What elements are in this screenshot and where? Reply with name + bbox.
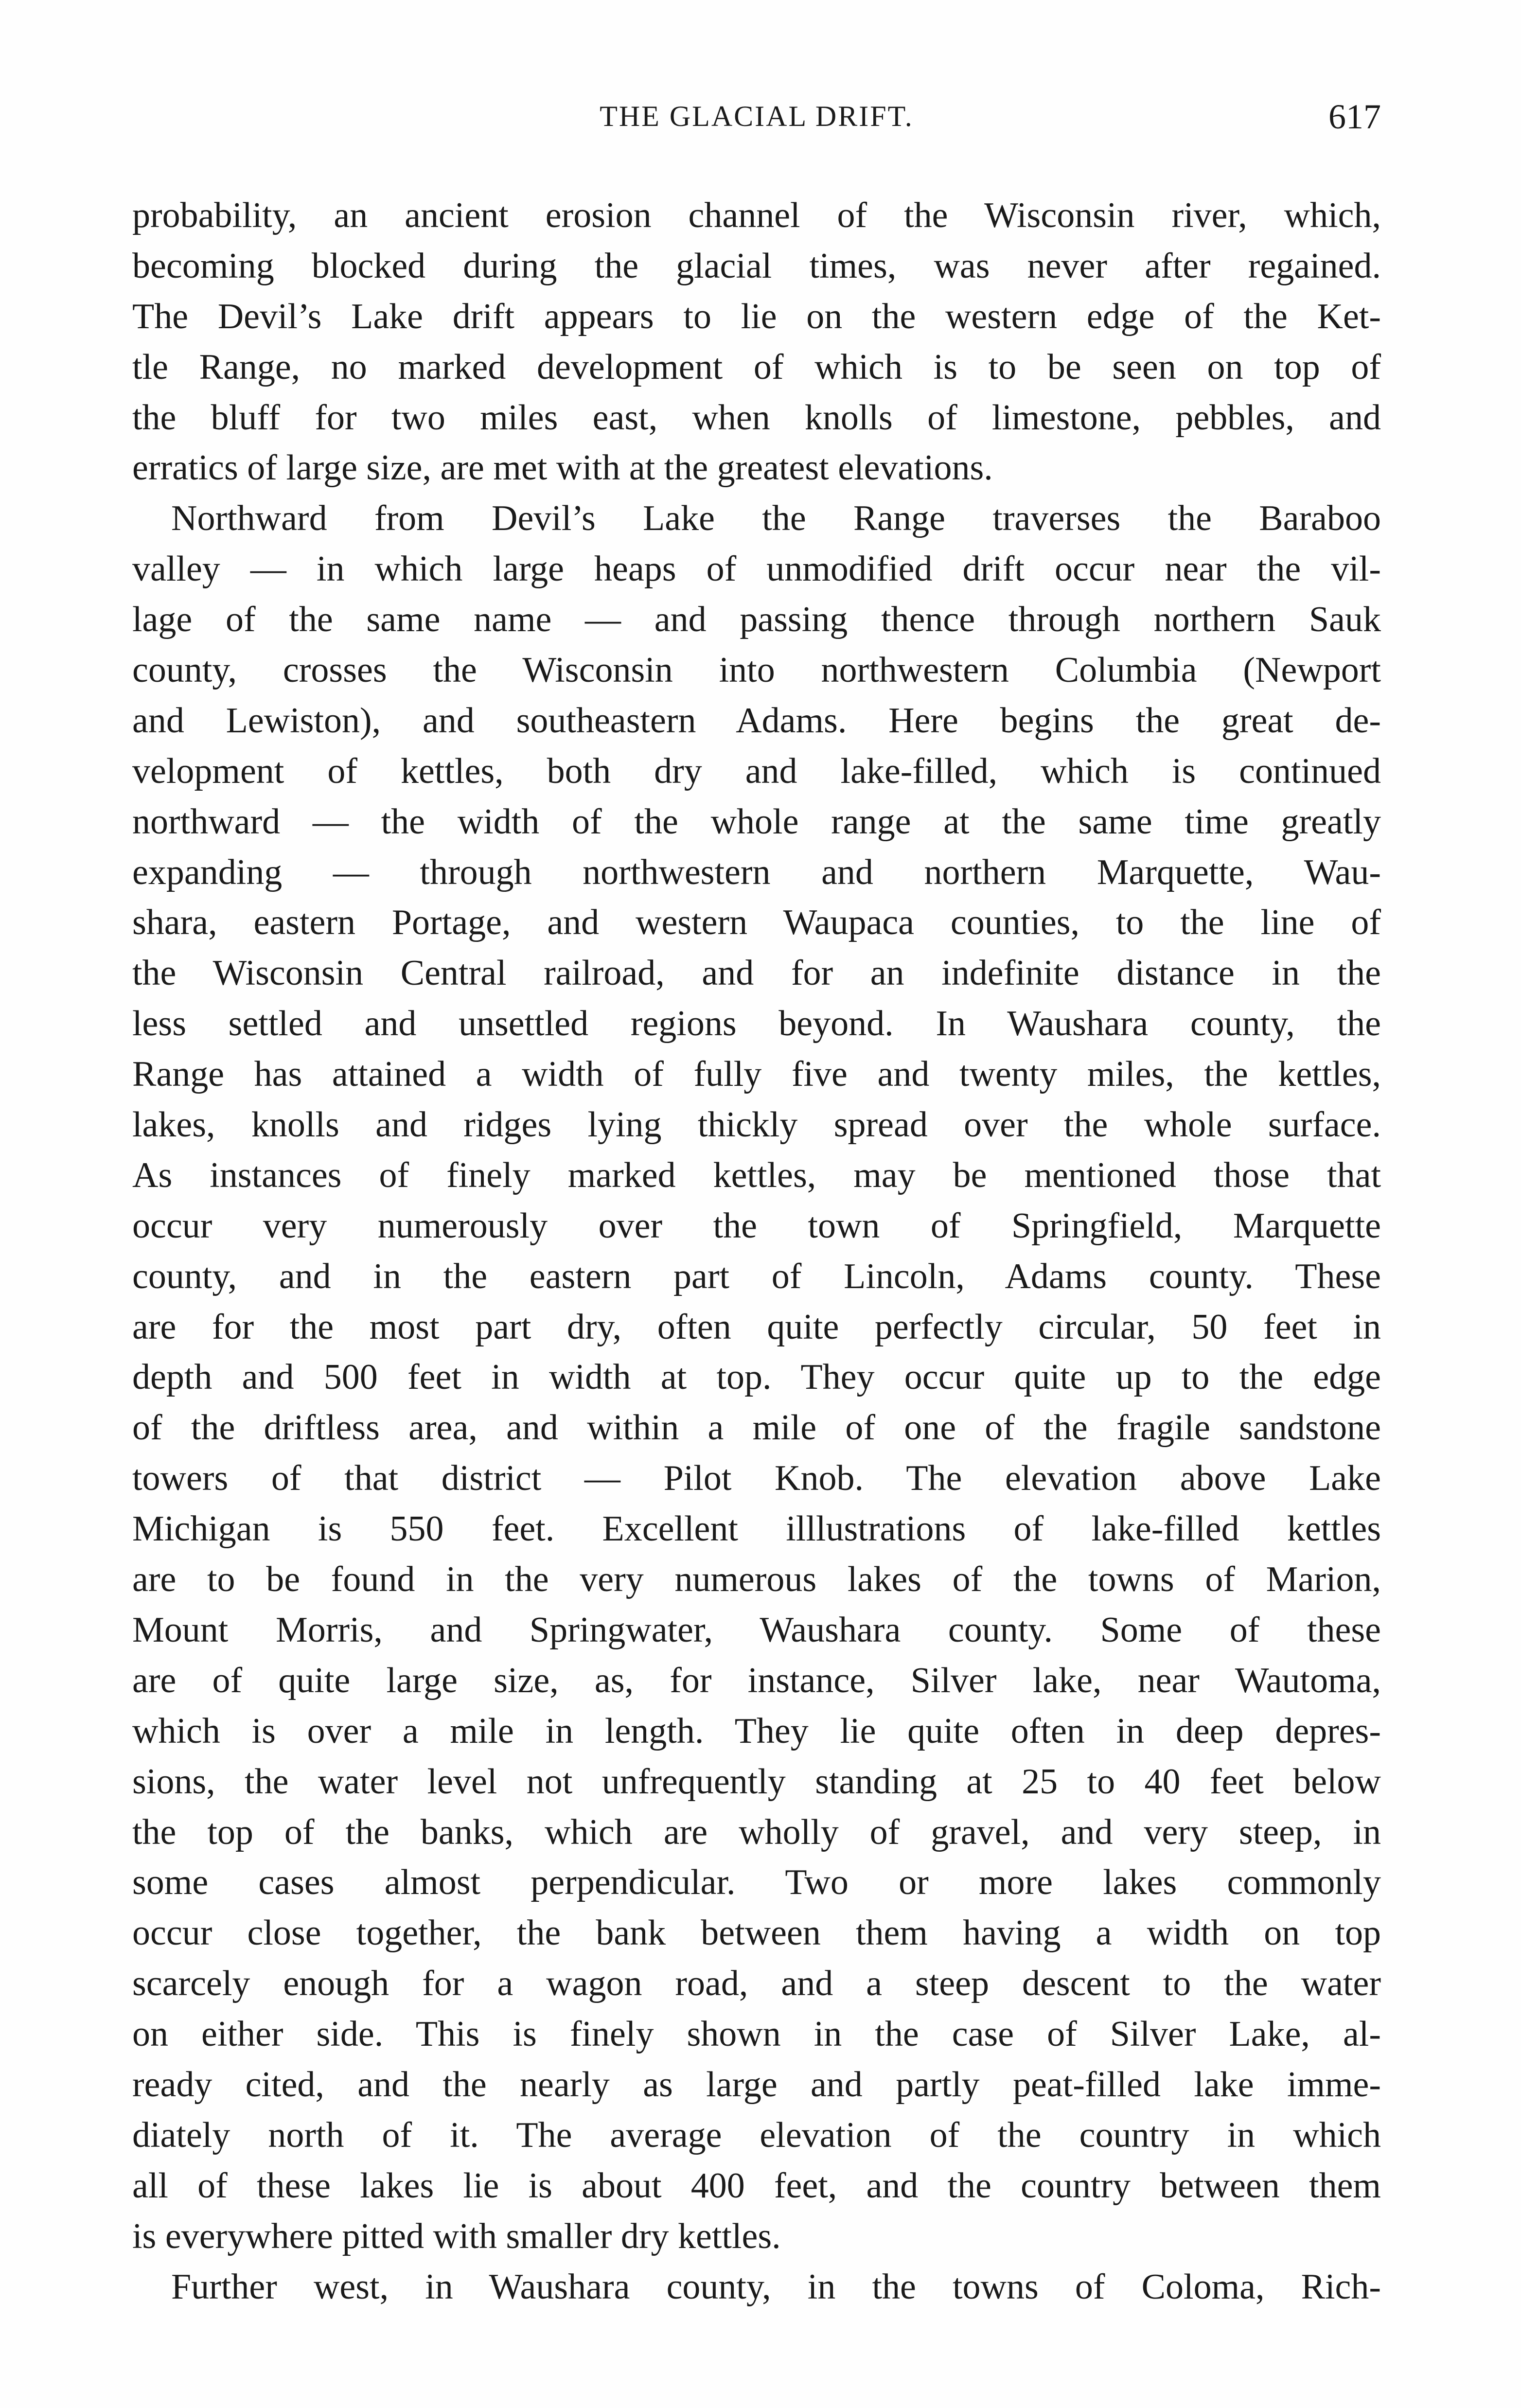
text-line: county, crosses the Wisconsin into northwestern Columbia (Newport [132,650,1381,691]
text-line: lage of the same name — and passing thence through northern Sauk [132,600,1381,640]
text-line: all of these lakes lie is about 400 feet, and the country between them [132,2165,1381,2206]
text-line: diately north of it. The average elevation of the country in which [132,2115,1381,2155]
running-head: THE GLACIAL DRIFT. [600,100,914,132]
body-text [132,191,1381,2312]
text-line: which is over a mile in length. They lie quite often in deep depres- [132,1711,1381,1751]
text-line: towers of that district — Pilot Knob. The elevation above Lake [132,1458,1381,1499]
text-line: occur close together, the bank between them having a width on top [132,1913,1381,1953]
page-header [132,97,1381,143]
text-line: velopment of kettles, both dry and lake-filled, which is continued [132,751,1381,791]
text-line: and Lewiston), and southeastern Adams. Here begins the great de- [132,700,1381,741]
text-line: are for the most part dry, often quite perfectly circular, 50 feet in [132,1307,1381,1347]
text-line: As instances of finely marked kettles, may be mentioned those that [132,1155,1381,1195]
text-line: are to be found in the very numerous lakes of the towns of Marion, [132,1559,1381,1600]
text-line: some cases almost perpendicular. Two or more lakes commonly [132,1862,1381,1903]
text-line: on either side. This is finely shown in the case of Silver Lake, al- [132,2014,1381,2054]
text-line: less settled and unsettled regions beyond. In Waushara county, the [132,1004,1381,1044]
paragraph-start-line: Further west, in Waushara county, in the towns of Coloma, Rich- [171,2266,1381,2307]
text-line: becoming blocked during the glacial times, was never after regained. [132,246,1381,286]
text-line: depth and 500 feet in width at top. They occur quite up to the edge [132,1357,1381,1398]
text-line: Mount Morris, and Springwater, Waushara county. Some of these [132,1610,1381,1650]
text-line: lakes, knolls and ridges lying thickly spread over the whole surface. [132,1105,1381,1145]
text-line: scarcely enough for a wagon road, and a steep descent to the water [132,1964,1381,2004]
text-line: county, and in the eastern part of Lincoln, Adams county. These [132,1256,1381,1296]
text-line: are of quite large size, as, for instance, Silver lake, near Wautoma, [132,1660,1381,1700]
text-line: occur very numerously over the town of Springfield, Marquette [132,1205,1381,1246]
paragraph-start-line: Northward from Devil’s Lake the Range traverses the Baraboo [171,498,1381,539]
text-line: ready cited, and the nearly as large and partly peat-filled lake imme- [132,2064,1381,2105]
text-line: tle Range, no marked development of which is to be seen on top of [132,347,1381,387]
text-line: northward — the width of the whole range at the same time greatly [132,801,1381,842]
page-number: 617 [1328,97,1381,136]
text-line: erratics of large size, are met with at the greatest elevations. [132,448,993,488]
text-line: probability, an ancient erosion channel of the Wisconsin river, which, [132,195,1381,235]
text-line: is everywhere pitted with smaller dry kettles. [132,2216,781,2256]
text-line: the Wisconsin Central railroad, and for an indefinite distance in the [132,953,1381,993]
text-line: valley — in which large heaps of unmodified drift occur near the vil- [132,549,1381,589]
text-line: of the driftless area, and within a mile of one of the fragile sandstone [132,1408,1381,1448]
text-line: Range has attained a width of fully five and twenty miles, the kettles, [132,1054,1381,1095]
text-line: shara, eastern Portage, and western Waupaca counties, to the line of [132,903,1381,943]
text-line: sions, the water level not unfrequently standing at 25 to 40 feet below [132,1761,1381,1802]
text-line: the top of the banks, which are wholly of gravel, and very steep, in [132,1812,1381,1852]
text-line: expanding — through northwestern and northern Marquette, Wau- [132,852,1381,892]
text-line: The Devil’s Lake drift appears to lie on the western edge of the Ket- [132,296,1381,336]
text-line: the bluff for two miles east, when knolls of limestone, pebbles, and [132,397,1381,438]
text-line: Michigan is 550 feet. Excellent illlustrations of lake-filled kettles [132,1509,1381,1549]
